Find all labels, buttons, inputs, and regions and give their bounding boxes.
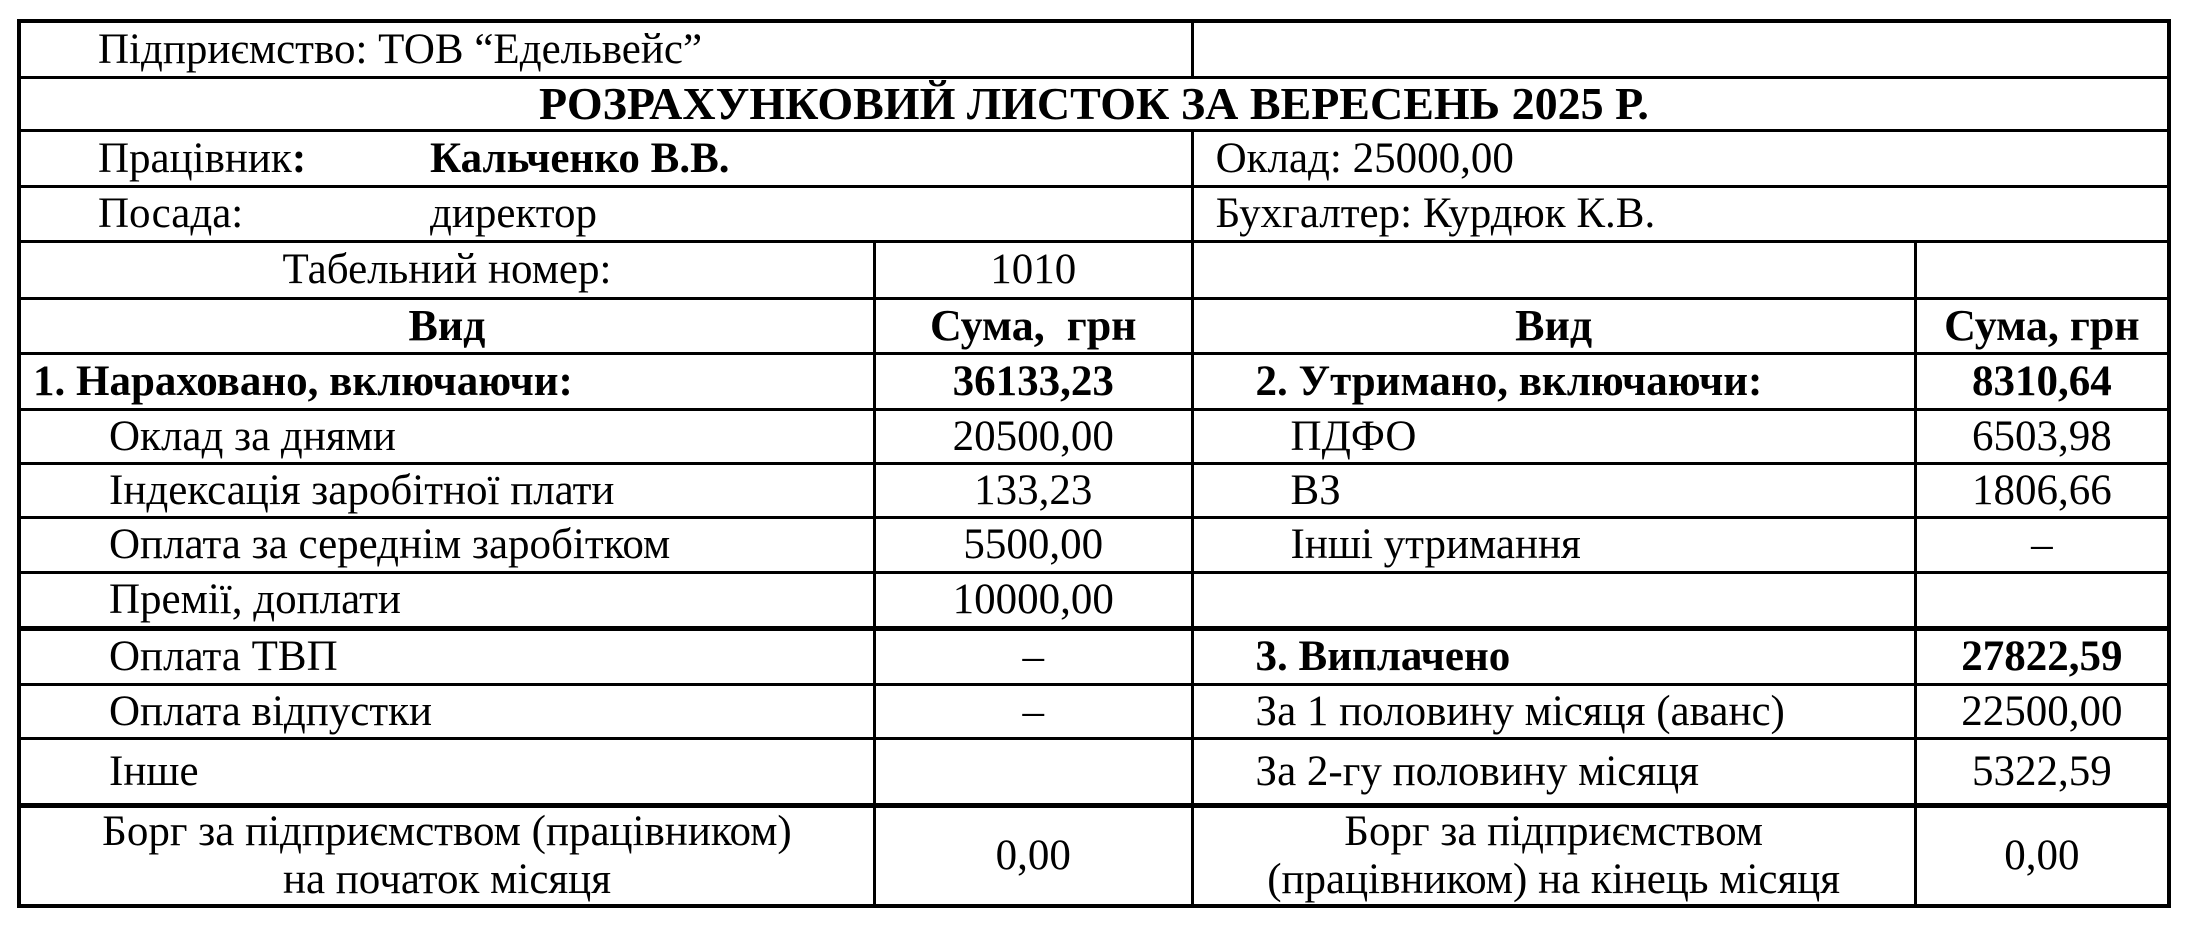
salary-value: 25000,00 [1352,134,1514,182]
worker-row [21,129,2167,185]
empty-right-sum [1914,574,2167,626]
debt-start-text: Борг за підприємством (працівником) на початок місяця [102,808,792,903]
tab-number-empty-cell-1 [1191,243,1914,297]
bonuses-sum: 10000,00 [873,574,1191,626]
column-header-row [21,297,2167,352]
row-avg-earnings [21,516,2167,571]
title-row [21,76,2167,129]
company-text [98,27,702,72]
indexation-label: Індексація заробітної плати [109,466,615,514]
tvp-sum: – [873,631,1191,683]
tvp-label: Оплата ТВП [109,633,338,681]
row-vacation-advance [21,683,2167,737]
avg-earnings-label: Оплата за середнім заробітком [109,521,671,569]
accountant-cell [1191,188,2167,240]
avg-earnings-sum: 5500,00 [873,519,1191,571]
debt-start-label [21,808,873,904]
vz-sum: 1806,66 [1914,465,2167,516]
position-row [21,185,2167,240]
row-bonuses [21,571,2167,626]
vacation-sum: – [873,686,1191,737]
position-value: директор [430,190,598,238]
withheld-total-sum: 8310,64 [1914,355,2167,408]
vacation-label: Оплата відпустки [109,687,433,735]
pdfo-sum: 6503,98 [1914,411,2167,462]
company-cell [21,23,1191,76]
tab-number-empty-cell-2 [1914,243,2167,297]
advance-sum: 22500,00 [1914,686,2167,737]
row-indexation [21,462,2167,516]
accountant-label: Бухгалтер: [1215,190,1413,238]
company-row [21,23,2167,76]
company-value: ТОВ “Едельвейс” [378,25,703,73]
accrued-total-label: 1. Нараховано, включаючи: [33,357,573,405]
kind-header-right: Вид [1191,300,1914,352]
position-text [98,191,597,236]
sum-header-right: Сума, грн [1914,300,2167,352]
accountant-text [1216,191,1656,236]
tab-number-row [21,240,2167,297]
payslip-title: РОЗРАХУНКОВИЙ ЛИСТОК ЗА ВЕРЕСЕНЬ 2025 Р. [539,79,1649,129]
salary-days-sum: 20500,00 [873,411,1191,462]
pdfo-label: ПДФО [1191,411,1914,462]
company-label: Підприємство: [98,25,368,73]
withheld-total-label: 2. Утримано, включаючи: [1191,355,1914,408]
sum-header-left: Сума, грн [873,300,1191,352]
payslip-table [17,19,2171,908]
position-cell [21,188,1191,240]
other-label: Інше [109,747,199,795]
indexation-sum: 133,23 [873,465,1191,516]
tab-number-value: 1010 [873,243,1191,297]
other-withholdings-label: Інші утримання [1191,519,1914,571]
second-half-label: За 2-гу половину місяця [1191,740,1914,803]
paid-total-sum: 27822,59 [1914,631,2167,683]
salary-text [1216,136,1514,181]
debt-start-sum: 0,00 [873,808,1191,904]
empty-right-label [1191,574,1914,626]
paid-total-label: 3. Виплачено [1191,631,1914,683]
other-sum [873,740,1191,803]
worker-cell [21,132,1191,185]
debt-end-sum: 0,00 [1914,808,2167,904]
row-other-second-half [21,737,2167,803]
worker-label: Працівник [98,134,292,182]
vz-label: ВЗ [1191,465,1914,516]
worker-colon: : [291,134,307,182]
company-row-empty-cell [1191,23,2167,76]
kind-header-left: Вид [408,300,486,350]
accrued-total-sum: 36133,23 [873,355,1191,408]
worker-name: Кальченко В.В. [430,134,730,182]
bonuses-label: Премії, доплати [109,576,401,624]
accountant-value: Курдюк К.В. [1422,190,1656,238]
tab-number-label: Табельний номер: [282,246,612,294]
worker-text [98,136,730,181]
second-half-sum: 5322,59 [1914,740,2167,803]
salary-days-label: Оклад за днями [109,412,396,460]
advance-label: За 1 половину місяця (аванс) [1191,686,1914,737]
debt-end-text: Борг за підприємством (працівником) на кінець місяця [1267,808,1841,903]
salary-label: Оклад: [1215,134,1342,182]
row-tvp-paid [21,626,2167,683]
worker-label-wrap [98,136,430,181]
other-withholdings-sum: – [1914,519,2167,571]
position-label: Посада: [98,190,244,238]
row-debt [21,803,2167,904]
row-totals [21,352,2167,408]
debt-end-label [1191,808,1914,904]
row-salary-days [21,408,2167,462]
salary-cell [1191,132,2167,185]
